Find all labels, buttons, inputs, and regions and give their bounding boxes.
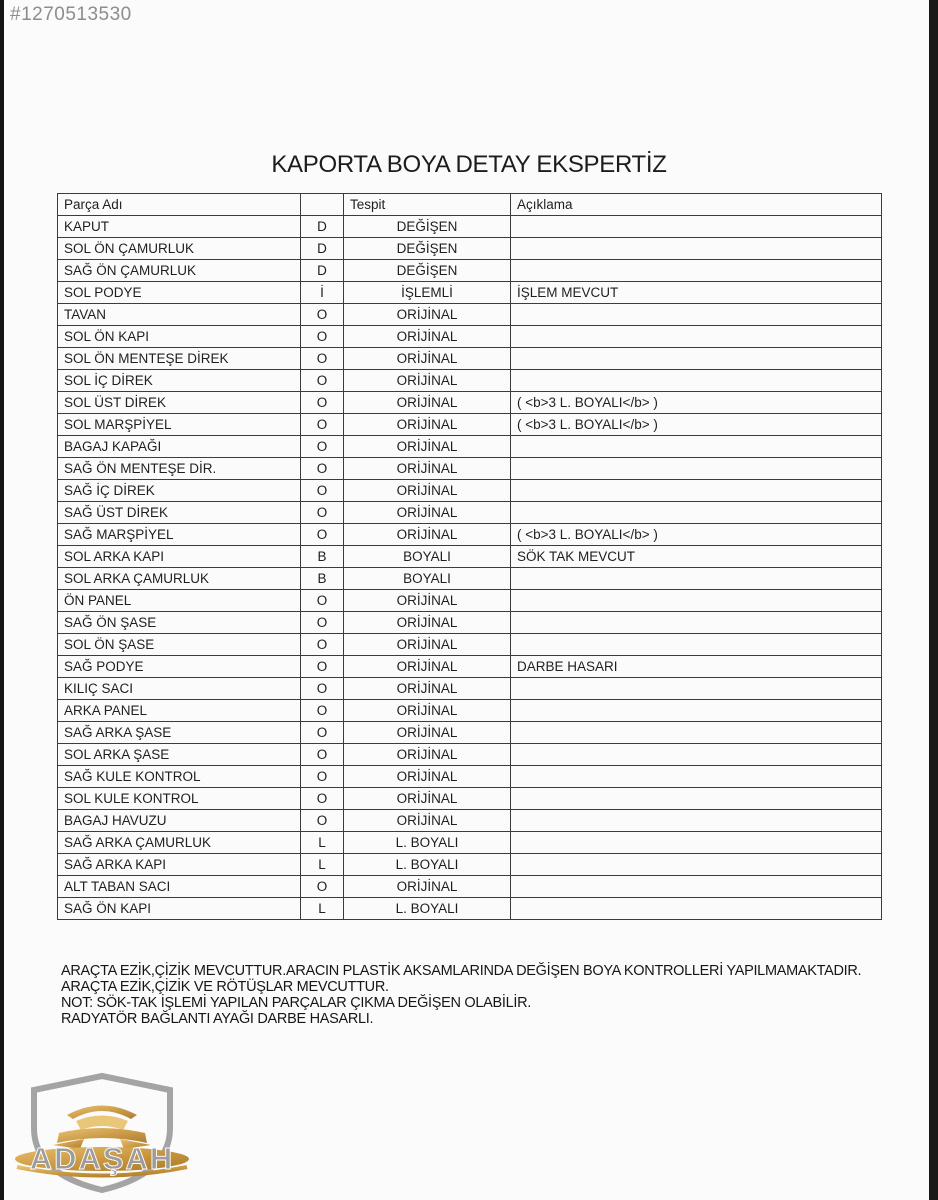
code-cell: O bbox=[301, 678, 344, 700]
code-cell: O bbox=[301, 634, 344, 656]
code-cell: O bbox=[301, 304, 344, 326]
finding-cell: ORİJİNAL bbox=[344, 634, 511, 656]
table-row bbox=[58, 414, 882, 436]
code-cell: O bbox=[301, 766, 344, 788]
finding-cell: BOYALI bbox=[344, 568, 511, 590]
code-cell: O bbox=[301, 788, 344, 810]
table-row bbox=[58, 788, 882, 810]
table-row bbox=[58, 260, 882, 282]
table-row bbox=[58, 590, 882, 612]
table-row bbox=[58, 502, 882, 524]
part-name-cell: SOL İÇ DİREK bbox=[58, 370, 301, 392]
column-header-finding: Tespit bbox=[344, 194, 511, 216]
finding-cell: ORİJİNAL bbox=[344, 766, 511, 788]
finding-cell: DEĞİŞEN bbox=[344, 216, 511, 238]
part-name-cell: SAĞ ÖN KAPI bbox=[58, 898, 301, 920]
note-cell bbox=[511, 634, 882, 656]
finding-cell: DEĞİŞEN bbox=[344, 260, 511, 282]
photo-right-edge bbox=[929, 0, 938, 1200]
finding-cell: ORİJİNAL bbox=[344, 370, 511, 392]
part-name-cell: ALT TABAN SACI bbox=[58, 876, 301, 898]
table-row bbox=[58, 832, 882, 854]
code-cell: L bbox=[301, 832, 344, 854]
finding-cell: ORİJİNAL bbox=[344, 876, 511, 898]
part-name-cell: SAĞ MARŞPİYEL bbox=[58, 524, 301, 546]
footer-note-line: NOT: SÖK-TAK İŞLEMİ YAPILAN PARÇALAR ÇIKMA DEĞİŞEN OLABİLİR. bbox=[61, 995, 532, 1011]
note-cell bbox=[511, 480, 882, 502]
part-name-cell: ARKA PANEL bbox=[58, 700, 301, 722]
note-cell: ( <b>3 L. BOYALI</b> ) bbox=[511, 524, 882, 546]
code-cell: B bbox=[301, 546, 344, 568]
code-cell: İ bbox=[301, 282, 344, 304]
code-cell: O bbox=[301, 436, 344, 458]
expertise-table bbox=[57, 193, 882, 920]
adasah-logo bbox=[12, 1070, 192, 1196]
finding-cell: L. BOYALI bbox=[344, 832, 511, 854]
part-name-cell: SOL ÖN KAPI bbox=[58, 326, 301, 348]
code-cell: O bbox=[301, 744, 344, 766]
code-cell: O bbox=[301, 810, 344, 832]
finding-cell: ORİJİNAL bbox=[344, 590, 511, 612]
part-name-cell: KILIÇ SACI bbox=[58, 678, 301, 700]
part-name-cell: SAĞ ÖN ÇAMURLUK bbox=[58, 260, 301, 282]
table-row bbox=[58, 810, 882, 832]
finding-cell: DEĞİŞEN bbox=[344, 238, 511, 260]
finding-cell: ORİJİNAL bbox=[344, 392, 511, 414]
code-cell: O bbox=[301, 612, 344, 634]
part-name-cell: BAGAJ HAVUZU bbox=[58, 810, 301, 832]
table-row bbox=[58, 744, 882, 766]
listing-id: #1270513530 bbox=[10, 4, 132, 25]
part-name-cell: KAPUT bbox=[58, 216, 301, 238]
table-row bbox=[58, 304, 882, 326]
note-cell: İŞLEM MEVCUT bbox=[511, 282, 882, 304]
note-cell bbox=[511, 766, 882, 788]
code-cell: B bbox=[301, 568, 344, 590]
column-header-part: Parça Adı bbox=[58, 194, 301, 216]
finding-cell: ORİJİNAL bbox=[344, 348, 511, 370]
part-name-cell: SOL PODYE bbox=[58, 282, 301, 304]
note-cell bbox=[511, 810, 882, 832]
code-cell: O bbox=[301, 458, 344, 480]
table-row bbox=[58, 370, 882, 392]
table-row bbox=[58, 612, 882, 634]
note-cell bbox=[511, 458, 882, 480]
part-name-cell: SAĞ İÇ DİREK bbox=[58, 480, 301, 502]
finding-cell: ORİJİNAL bbox=[344, 722, 511, 744]
footer-note-line: ARAÇTA EZİK,ÇİZİK VE RÖTÜŞLAR MEVCUTTUR. bbox=[61, 979, 389, 995]
finding-cell: ORİJİNAL bbox=[344, 436, 511, 458]
footer-note-line: RADYATÖR BAĞLANTI AYAĞI DARBE HASARLI. bbox=[61, 1011, 374, 1027]
code-cell: O bbox=[301, 722, 344, 744]
note-cell bbox=[511, 238, 882, 260]
part-name-cell: SOL ÜST DİREK bbox=[58, 392, 301, 414]
note-cell bbox=[511, 568, 882, 590]
part-name-cell: SOL ARKA ŞASE bbox=[58, 744, 301, 766]
part-name-cell: SOL ARKA ÇAMURLUK bbox=[58, 568, 301, 590]
part-name-cell: SAĞ ARKA KAPI bbox=[58, 854, 301, 876]
table-row bbox=[58, 656, 882, 678]
note-cell bbox=[511, 612, 882, 634]
table-row bbox=[58, 436, 882, 458]
finding-cell: ORİJİNAL bbox=[344, 524, 511, 546]
note-cell bbox=[511, 788, 882, 810]
note-cell bbox=[511, 876, 882, 898]
table-row bbox=[58, 854, 882, 876]
finding-cell: L. BOYALI bbox=[344, 854, 511, 876]
note-cell bbox=[511, 304, 882, 326]
part-name-cell: SAĞ ÖN MENTEŞE DİR. bbox=[58, 458, 301, 480]
table-header-row bbox=[58, 194, 882, 216]
part-name-cell: SOL ÖN MENTEŞE DİREK bbox=[58, 348, 301, 370]
finding-cell: ORİJİNAL bbox=[344, 304, 511, 326]
table-row bbox=[58, 282, 882, 304]
table-row bbox=[58, 480, 882, 502]
note-cell: ( <b>3 L. BOYALI</b> ) bbox=[511, 392, 882, 414]
note-cell bbox=[511, 348, 882, 370]
code-cell: O bbox=[301, 480, 344, 502]
part-name-cell: SAĞ KULE KONTROL bbox=[58, 766, 301, 788]
part-name-cell: SOL ÖN ÇAMURLUK bbox=[58, 238, 301, 260]
table-row bbox=[58, 568, 882, 590]
part-name-cell: BAGAJ KAPAĞI bbox=[58, 436, 301, 458]
part-name-cell: SAĞ PODYE bbox=[58, 656, 301, 678]
code-cell: L bbox=[301, 898, 344, 920]
note-cell bbox=[511, 260, 882, 282]
finding-cell: ORİJİNAL bbox=[344, 788, 511, 810]
table-row bbox=[58, 348, 882, 370]
code-cell: D bbox=[301, 260, 344, 282]
note-cell bbox=[511, 744, 882, 766]
finding-cell: ORİJİNAL bbox=[344, 480, 511, 502]
part-name-cell: SAĞ ARKA ÇAMURLUK bbox=[58, 832, 301, 854]
note-cell bbox=[511, 590, 882, 612]
code-cell: O bbox=[301, 370, 344, 392]
page-title: KAPORTA BOYA DETAY EKSPERTİZ bbox=[271, 151, 667, 178]
table-row bbox=[58, 216, 882, 238]
note-cell bbox=[511, 832, 882, 854]
code-cell: O bbox=[301, 876, 344, 898]
code-cell: O bbox=[301, 656, 344, 678]
finding-cell: L. BOYALI bbox=[344, 898, 511, 920]
table-row bbox=[58, 678, 882, 700]
finding-cell: ORİJİNAL bbox=[344, 810, 511, 832]
note-cell bbox=[511, 898, 882, 920]
photo-left-edge bbox=[0, 0, 4, 1200]
table-row bbox=[58, 700, 882, 722]
note-cell bbox=[511, 326, 882, 348]
finding-cell: ORİJİNAL bbox=[344, 744, 511, 766]
finding-cell: ORİJİNAL bbox=[344, 612, 511, 634]
finding-cell: ORİJİNAL bbox=[344, 678, 511, 700]
code-cell: O bbox=[301, 502, 344, 524]
note-cell bbox=[511, 370, 882, 392]
footer-notes bbox=[61, 963, 881, 1027]
part-name-cell: ÖN PANEL bbox=[58, 590, 301, 612]
code-cell: D bbox=[301, 216, 344, 238]
finding-cell: BOYALI bbox=[344, 546, 511, 568]
table-row bbox=[58, 634, 882, 656]
note-cell: DARBE HASARI bbox=[511, 656, 882, 678]
table-body bbox=[58, 216, 882, 920]
finding-cell: ORİJİNAL bbox=[344, 326, 511, 348]
code-cell: O bbox=[301, 348, 344, 370]
table-row bbox=[58, 722, 882, 744]
finding-cell: İŞLEMLİ bbox=[344, 282, 511, 304]
code-cell: O bbox=[301, 326, 344, 348]
table-row bbox=[58, 238, 882, 260]
part-name-cell: TAVAN bbox=[58, 304, 301, 326]
code-cell: O bbox=[301, 392, 344, 414]
part-name-cell: SAĞ ÜST DİREK bbox=[58, 502, 301, 524]
footer-note-line: ARAÇTA EZİK,ÇİZİK MEVCUTTUR.ARACIN PLASTİK AKSAMLARINDA DEĞİŞEN BOYA KONTROLLERİ YAPILMAMAKTADIR. bbox=[61, 963, 862, 979]
table-row bbox=[58, 876, 882, 898]
note-cell bbox=[511, 216, 882, 238]
part-name-cell: SAĞ ARKA ŞASE bbox=[58, 722, 301, 744]
finding-cell: ORİJİNAL bbox=[344, 458, 511, 480]
note-cell: ( <b>3 L. BOYALI</b> ) bbox=[511, 414, 882, 436]
table-row bbox=[58, 458, 882, 480]
note-cell bbox=[511, 722, 882, 744]
finding-cell: ORİJİNAL bbox=[344, 700, 511, 722]
note-cell bbox=[511, 436, 882, 458]
code-cell: O bbox=[301, 700, 344, 722]
part-name-cell: SOL MARŞPİYEL bbox=[58, 414, 301, 436]
logo-brand-text: ADAŞAH bbox=[29, 1141, 175, 1176]
column-header-note: Açıklama bbox=[511, 194, 882, 216]
table-row bbox=[58, 326, 882, 348]
table-row bbox=[58, 898, 882, 920]
note-cell bbox=[511, 678, 882, 700]
finding-cell: ORİJİNAL bbox=[344, 502, 511, 524]
code-cell: O bbox=[301, 590, 344, 612]
finding-cell: ORİJİNAL bbox=[344, 656, 511, 678]
part-name-cell: SOL ARKA KAPI bbox=[58, 546, 301, 568]
column-header-code bbox=[301, 194, 344, 216]
code-cell: O bbox=[301, 524, 344, 546]
note-cell bbox=[511, 854, 882, 876]
code-cell: D bbox=[301, 238, 344, 260]
part-name-cell: SOL ÖN ŞASE bbox=[58, 634, 301, 656]
part-name-cell: SOL KULE KONTROL bbox=[58, 788, 301, 810]
table-row bbox=[58, 524, 882, 546]
note-cell bbox=[511, 700, 882, 722]
part-name-cell: SAĞ ÖN ŞASE bbox=[58, 612, 301, 634]
note-cell bbox=[511, 502, 882, 524]
table-row bbox=[58, 546, 882, 568]
table-row bbox=[58, 392, 882, 414]
note-cell: SÖK TAK MEVCUT bbox=[511, 546, 882, 568]
finding-cell: ORİJİNAL bbox=[344, 414, 511, 436]
code-cell: L bbox=[301, 854, 344, 876]
table-row bbox=[58, 766, 882, 788]
code-cell: O bbox=[301, 414, 344, 436]
